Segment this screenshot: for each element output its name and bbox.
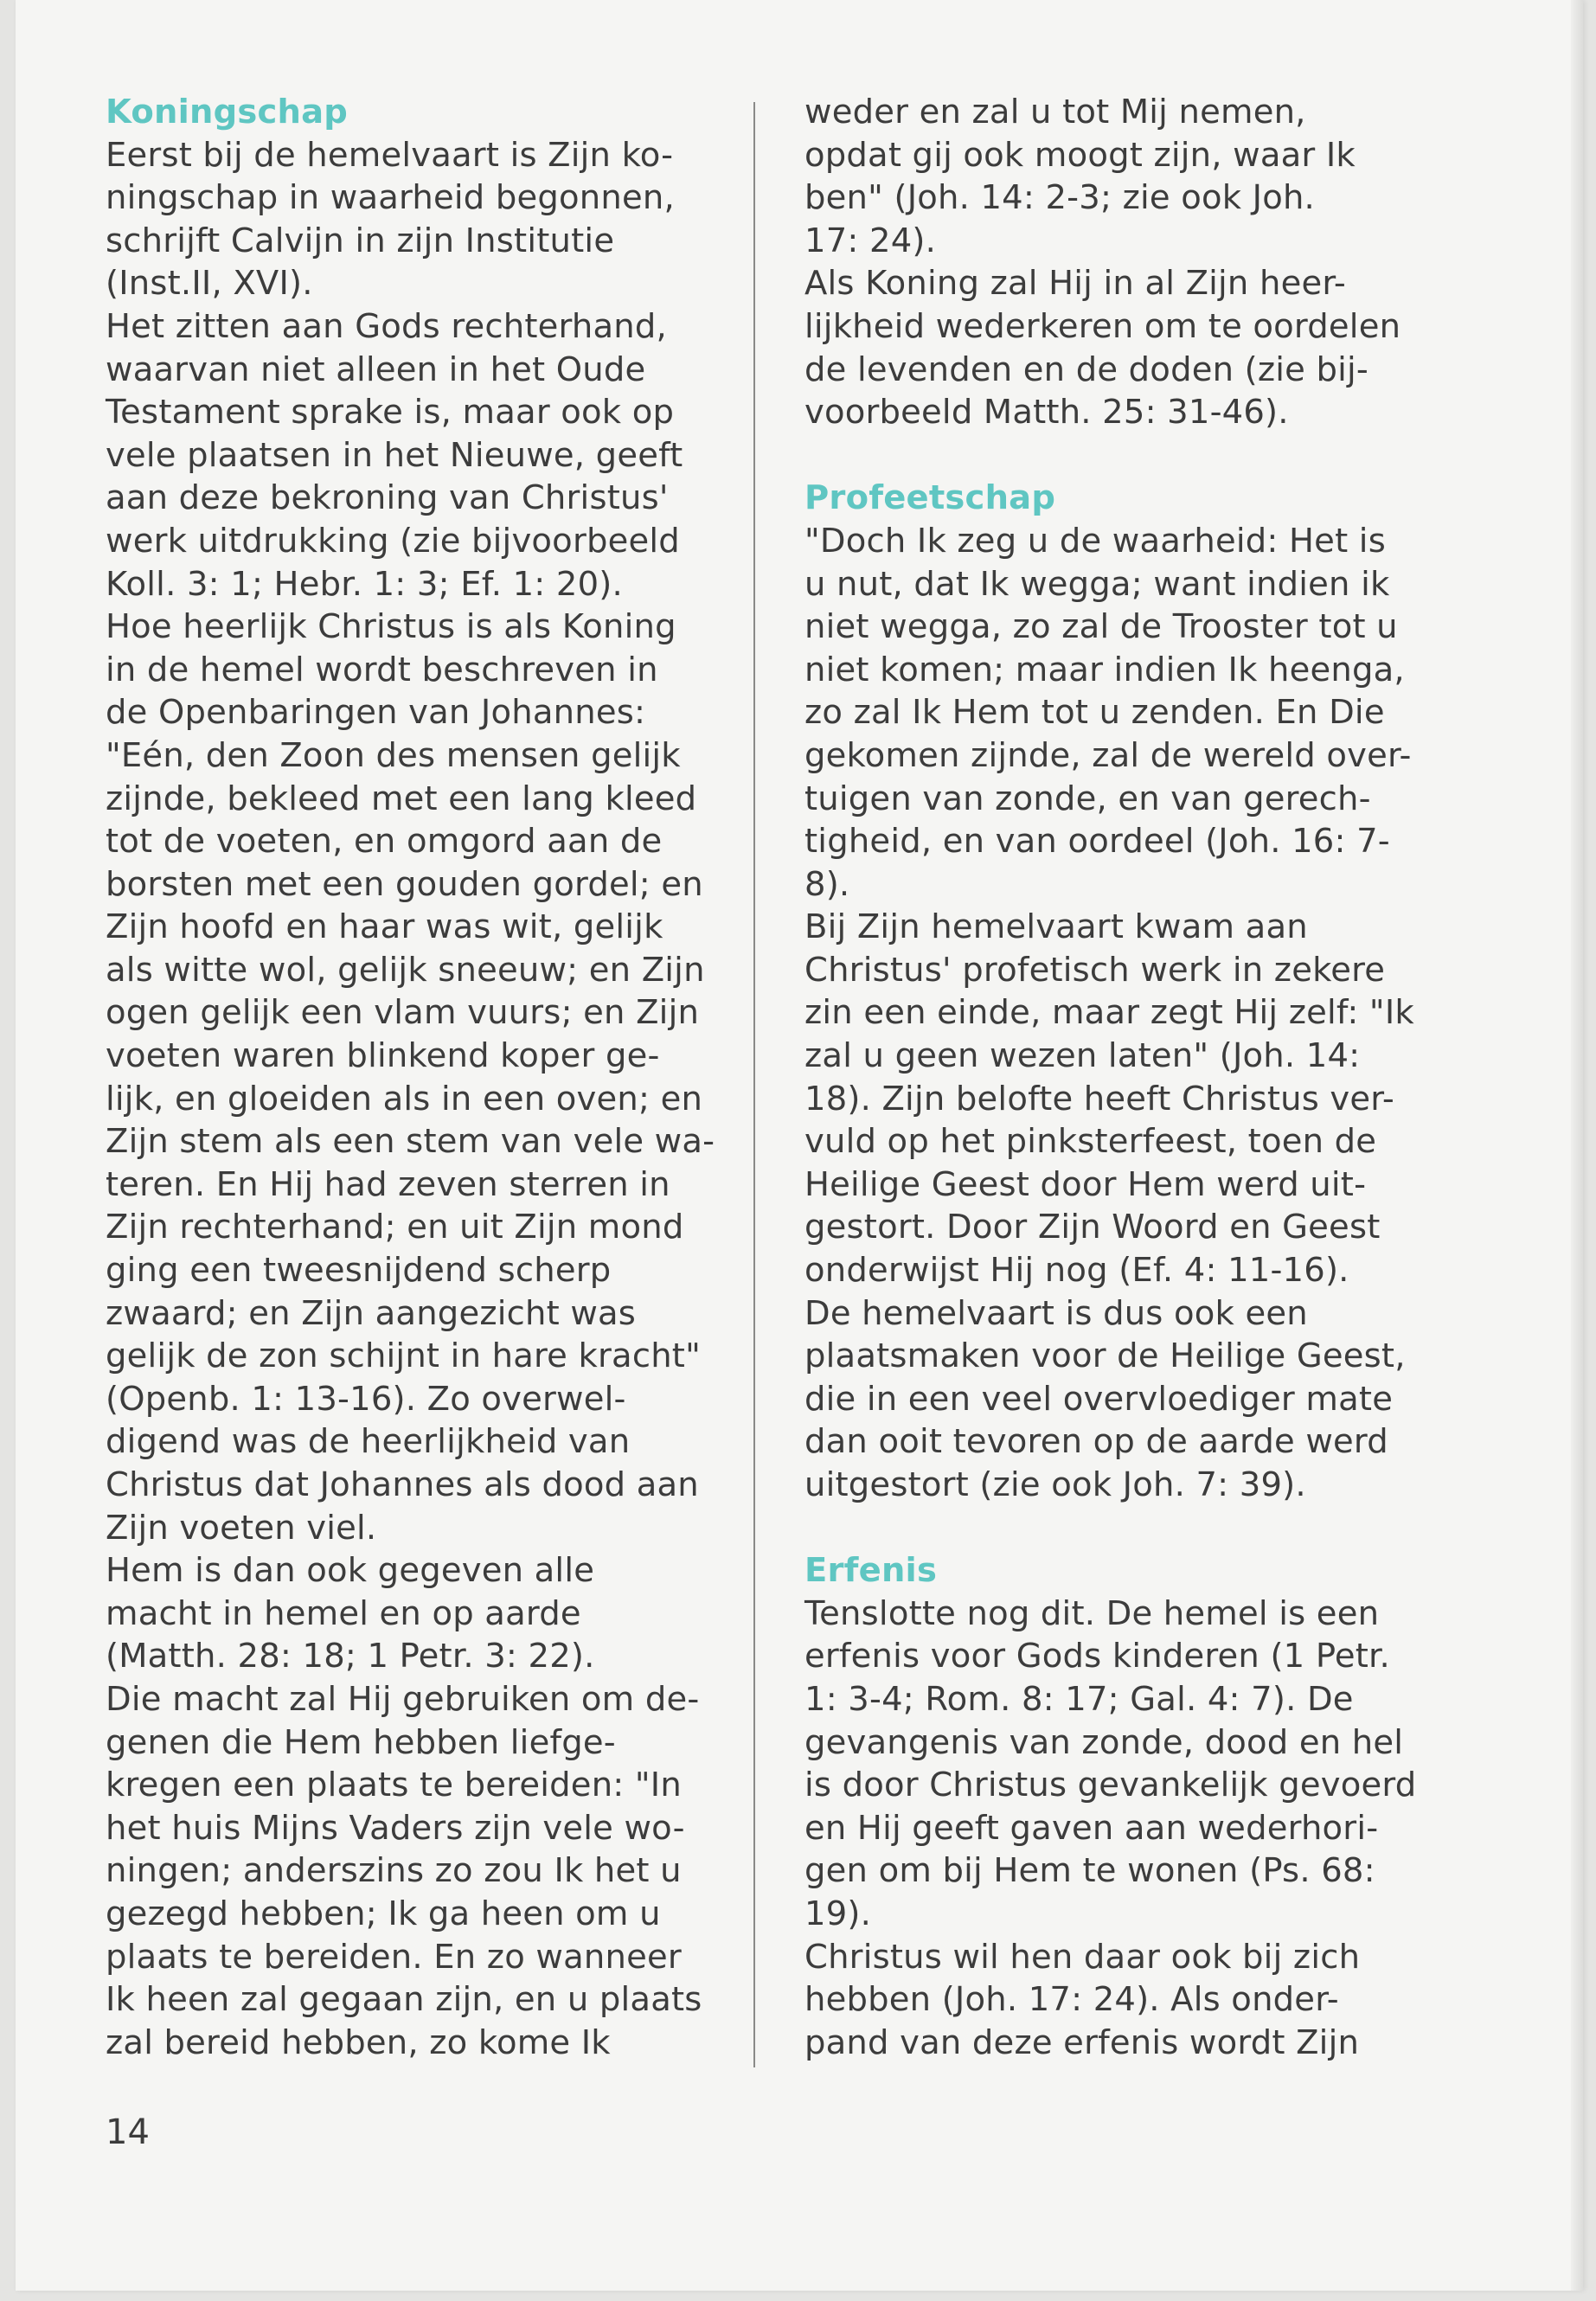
text-line: ogen gelijk een vlam vuurs; en Zijn bbox=[106, 993, 700, 1033]
text-line: Het zitten aan Gods rechterhand, bbox=[106, 306, 667, 346]
text-line: Zijn voeten viel. bbox=[106, 1508, 377, 1548]
text-line: teren. En Hij had zeven sterren in bbox=[106, 1164, 670, 1204]
text-line: ningen; anderszins zo zou Ik het u bbox=[106, 1851, 682, 1891]
text-line: Christus' profetisch werk in zekere bbox=[804, 950, 1386, 990]
text-line: weder en zal u tot Mij nemen, bbox=[804, 93, 1306, 131]
text-line: waarvan niet alleen in het Oude bbox=[106, 349, 646, 389]
text-line: niet wegga, zo zal de Trooster tot u bbox=[804, 607, 1398, 647]
text-line: (Inst.II, XVI). bbox=[106, 264, 313, 304]
text-line: "Eén, den Zoon des mensen gelijk bbox=[106, 735, 681, 775]
section-heading: Koningschap bbox=[106, 93, 349, 131]
text-line: Koll. 3: 1; Hebr. 1: 3; Ef. 1: 20). bbox=[106, 564, 623, 604]
text-line: gevangenis van zonde, dood en hel bbox=[804, 1722, 1404, 1762]
text-line: plaatsmaken voor de Heilige Geest, bbox=[804, 1336, 1406, 1376]
paragraph-gap bbox=[804, 1507, 1445, 1550]
text-line: ningschap in waarheid begonnen, bbox=[106, 178, 675, 218]
text-line: Als Koning zal Hij in al Zijn heer- bbox=[804, 264, 1347, 304]
text-line: (Matth. 28: 18; 1 Petr. 3: 22). bbox=[106, 1637, 595, 1676]
text-line: Zijn stem als een stem van vele wa- bbox=[106, 1122, 715, 1162]
text-line: schrijft Calvijn in zijn Institutie bbox=[106, 221, 615, 260]
text-line: als witte wol, gelijk sneeuw; en Zijn bbox=[106, 950, 705, 990]
section-heading: Profeetschap bbox=[804, 478, 1056, 518]
text-line: pand van deze erfenis wordt Zijn bbox=[804, 2022, 1360, 2062]
text-line: plaats te bereiden. En zo wanneer bbox=[106, 1937, 682, 1977]
text-line: Hem is dan ook gegeven alle bbox=[106, 1551, 595, 1591]
text-line: in de hemel wordt beschreven in bbox=[106, 650, 658, 689]
text-line: Hoe heerlijk Christus is als Koning bbox=[106, 607, 676, 647]
text-line: uitgestort (zie ook Joh. 7: 39). bbox=[804, 1465, 1306, 1504]
text-line: vele plaatsen in het Nieuwe, geeft bbox=[106, 435, 683, 475]
text-line: kregen een plaats te bereiden: "In bbox=[106, 1766, 682, 1805]
text-line: voeten waren blinkend koper ge- bbox=[106, 1036, 660, 1076]
text-line: zin een einde, maar zegt Hij zelf: "Ik bbox=[804, 993, 1414, 1033]
text-line: u nut, dat Ik wegga; want indien ik bbox=[804, 564, 1390, 604]
text-line: het huis Mijns Vaders zijn vele wo- bbox=[106, 1808, 685, 1848]
text-line: Heilige Geest door Hem werd uit- bbox=[804, 1164, 1367, 1204]
text-line: de levenden en de doden (zie bij- bbox=[804, 349, 1369, 389]
right-text-column bbox=[804, 91, 1445, 2064]
text-line: Ik heen zal gegaan zijn, en u plaats bbox=[106, 1980, 702, 2020]
page-spine-shadow bbox=[1571, 0, 1583, 2291]
text-line: Testament sprake is, maar ook op bbox=[106, 393, 675, 433]
text-line: Christus dat Johannes als dood aan bbox=[106, 1465, 699, 1504]
text-line: onderwijst Hij nog (Ef. 4: 11-16). bbox=[804, 1251, 1349, 1291]
text-line: hebben (Joh. 17: 24). Als onder- bbox=[804, 1980, 1339, 2020]
text-line: Bij Zijn hemelvaart kwam aan bbox=[804, 907, 1308, 947]
paragraph-gap bbox=[804, 434, 1445, 478]
text-line: Tenslotte nog dit. De hemel is een bbox=[804, 1593, 1380, 1633]
text-line: tot de voeten, en omgord aan de bbox=[106, 822, 663, 862]
text-line: tigheid, en van oordeel (Joh. 16: 7- bbox=[804, 822, 1390, 862]
text-line: Eerst bij de hemelvaart is Zijn ko- bbox=[106, 135, 674, 175]
text-line: Christus wil hen daar ook bij zich bbox=[804, 1937, 1361, 1977]
text-line: genen die Hem hebben liefge- bbox=[106, 1722, 616, 1762]
text-line: gestort. Door Zijn Woord en Geest bbox=[804, 1208, 1381, 1247]
text-line: 17: 24). bbox=[804, 221, 937, 260]
text-line: Die macht zal Hij gebruiken om de- bbox=[106, 1679, 700, 1719]
text-line: de Openbaringen van Johannes: bbox=[106, 693, 646, 733]
text-line: opdat gij ook moogt zijn, waar Ik bbox=[804, 135, 1356, 175]
text-line: 19). bbox=[804, 1894, 872, 1933]
text-line: "Doch Ik zeg u de waarheid: Het is bbox=[804, 521, 1386, 561]
text-line: zal bereid hebben, zo kome Ik bbox=[106, 2022, 611, 2062]
text-line: 8). bbox=[804, 864, 850, 904]
text-line: De hemelvaart is dus ook een bbox=[804, 1293, 1308, 1333]
text-line: macht in hemel en op aarde bbox=[106, 1593, 581, 1633]
text-line: zo zal Ik Hem tot u zenden. En Die bbox=[804, 693, 1385, 733]
text-line: voorbeeld Matth. 25: 31-46). bbox=[804, 393, 1289, 433]
text-line: gekomen zijnde, zal de wereld over- bbox=[804, 735, 1412, 775]
text-line: 18). Zijn belofte heeft Christus ver- bbox=[804, 1079, 1394, 1118]
page-number: 14 bbox=[106, 2112, 150, 2152]
text-line: Zijn hoofd en haar was wit, gelijk bbox=[106, 907, 663, 947]
text-line: niet komen; maar indien Ik heenga, bbox=[804, 650, 1405, 689]
text-line: werk uitdrukking (zie bijvoorbeeld bbox=[106, 521, 680, 561]
left-text-column bbox=[106, 91, 746, 2064]
text-line: ging een tweesnijdend scherp bbox=[106, 1251, 612, 1291]
text-line: vuld op het pinksterfeest, toen de bbox=[804, 1122, 1377, 1162]
text-line: Zijn rechterhand; en uit Zijn mond bbox=[106, 1208, 684, 1247]
section-heading: Erfenis bbox=[804, 1551, 938, 1591]
text-line: tuigen van zonde, en van gerech- bbox=[804, 779, 1371, 818]
text-line: 1: 3-4; Rom. 8: 17; Gal. 4: 7). De bbox=[804, 1679, 1354, 1719]
text-line: is door Christus gevankelijk gevoerd bbox=[804, 1766, 1417, 1805]
text-line: (Openb. 1: 13-16). Zo overwel- bbox=[106, 1379, 626, 1419]
text-line: aan deze bekroning van Christus' bbox=[106, 478, 669, 518]
text-line: borsten met een gouden gordel; en bbox=[106, 864, 703, 904]
text-line: zwaard; en Zijn aangezicht was bbox=[106, 1293, 637, 1333]
text-line: zal u geen wezen laten" (Joh. 14: bbox=[804, 1036, 1361, 1076]
text-line: en Hij geeft gaven aan wederhori- bbox=[804, 1808, 1379, 1848]
text-line: ben" (Joh. 14: 2-3; zie ook Joh. bbox=[804, 178, 1315, 218]
text-line: gen om bij Hem te wonen (Ps. 68: bbox=[804, 1851, 1375, 1891]
text-line: gelijk de zon schijnt in hare kracht" bbox=[106, 1336, 701, 1376]
text-line: lijkheid wederkeren om te oordelen bbox=[804, 306, 1401, 346]
text-line: gezegd hebben; Ik ga heen om u bbox=[106, 1894, 661, 1933]
column-divider bbox=[753, 102, 755, 2067]
text-line: erfenis voor Gods kinderen (1 Petr. bbox=[804, 1637, 1390, 1676]
text-line: lijk, en gloeiden als in een oven; en bbox=[106, 1079, 703, 1118]
text-line: zijnde, bekleed met een lang kleed bbox=[106, 779, 697, 818]
text-line: dan ooit tevoren op de aarde werd bbox=[804, 1422, 1388, 1462]
text-line: die in een veel overvloediger mate bbox=[804, 1379, 1394, 1419]
book-page bbox=[16, 0, 1583, 2291]
text-line: digend was de heerlijkheid van bbox=[106, 1422, 631, 1462]
